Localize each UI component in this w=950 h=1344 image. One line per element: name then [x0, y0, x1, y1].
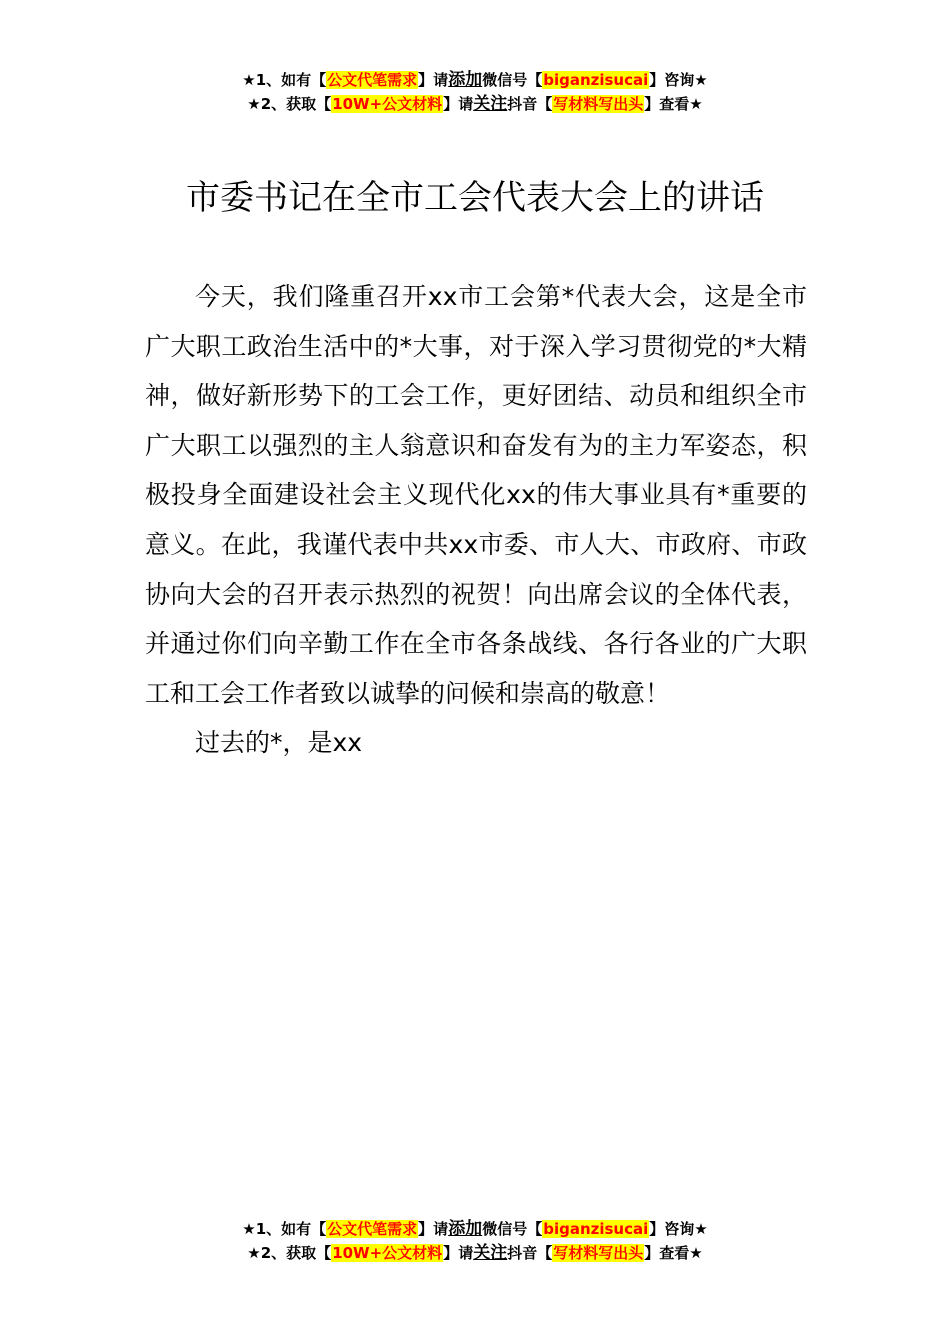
banner-highlight: biganzisucai	[543, 71, 649, 89]
banner-highlight: 写材料写出头	[553, 1244, 644, 1262]
document-body	[145, 272, 807, 768]
banner-text: ★2、获取【	[247, 1244, 332, 1262]
banner-underline: 添加	[448, 70, 483, 90]
header-banner	[0, 68, 950, 116]
banner-highlight: 10W+公文材料	[332, 1244, 443, 1262]
banner-text: 】咨询★	[649, 1220, 708, 1238]
footer-banner	[0, 1217, 950, 1265]
banner-text: 】请	[418, 71, 449, 89]
banner-text: 抖音【	[507, 95, 553, 113]
banner-text: 】查看★	[644, 95, 703, 113]
banner-text: ★1、如有【	[242, 1220, 327, 1238]
paragraph: 过去的*，是xx	[195, 728, 363, 758]
banner-text: 微信号【	[482, 1220, 543, 1238]
banner-line-2	[0, 92, 950, 116]
paragraph: 今天，我们隆重召开xx市工会第*代表大会，这是全市广大职工政治生活中的*大事，对于深入学习贯彻党的*大精神，做好新形势下的工会工作，更好团结、动员和组织全市广大职工以强烈的主人翁意识和奋发有为的主力军姿态，积极投身全面建设社会主义现代化xx的伟大事业具有*重要的意义。在此，我谨代表中共xx市委、市人大、市政府、市政协向大会的召开表示热烈的祝贺！向出席会议的全体代表，并通过你们向辛勤工作在全市各条战线、各行各业的广大职工和工会工作者致以诚挚的问候和崇高的敬意！	[145, 282, 807, 708]
banner-highlight: 公文代笔需求	[327, 1220, 418, 1238]
banner-underline: 关注	[473, 1243, 508, 1263]
banner-text: 微信号【	[482, 71, 543, 89]
banner-highlight: 公文代笔需求	[327, 71, 418, 89]
banner-text: 】请	[443, 1244, 474, 1262]
banner-text: ★2、获取【	[247, 95, 332, 113]
banner-text: 抖音【	[507, 1244, 553, 1262]
banner-text: 】请	[443, 95, 474, 113]
banner-text: 】查看★	[644, 1244, 703, 1262]
banner-line-1	[0, 68, 950, 92]
banner-line-2	[0, 1241, 950, 1265]
banner-highlight: 10W+公文材料	[332, 95, 443, 113]
banner-highlight: biganzisucai	[543, 1220, 649, 1238]
banner-text: ★1、如有【	[242, 71, 327, 89]
banner-text: 】咨询★	[649, 71, 708, 89]
banner-highlight: 写材料写出头	[553, 95, 644, 113]
banner-line-1	[0, 1217, 950, 1241]
banner-underline: 关注	[473, 94, 508, 114]
banner-text: 】请	[418, 1220, 449, 1238]
document-title: 市委书记在全市工会代表大会上的讲话	[186, 178, 764, 218]
banner-underline: 添加	[448, 1219, 483, 1239]
